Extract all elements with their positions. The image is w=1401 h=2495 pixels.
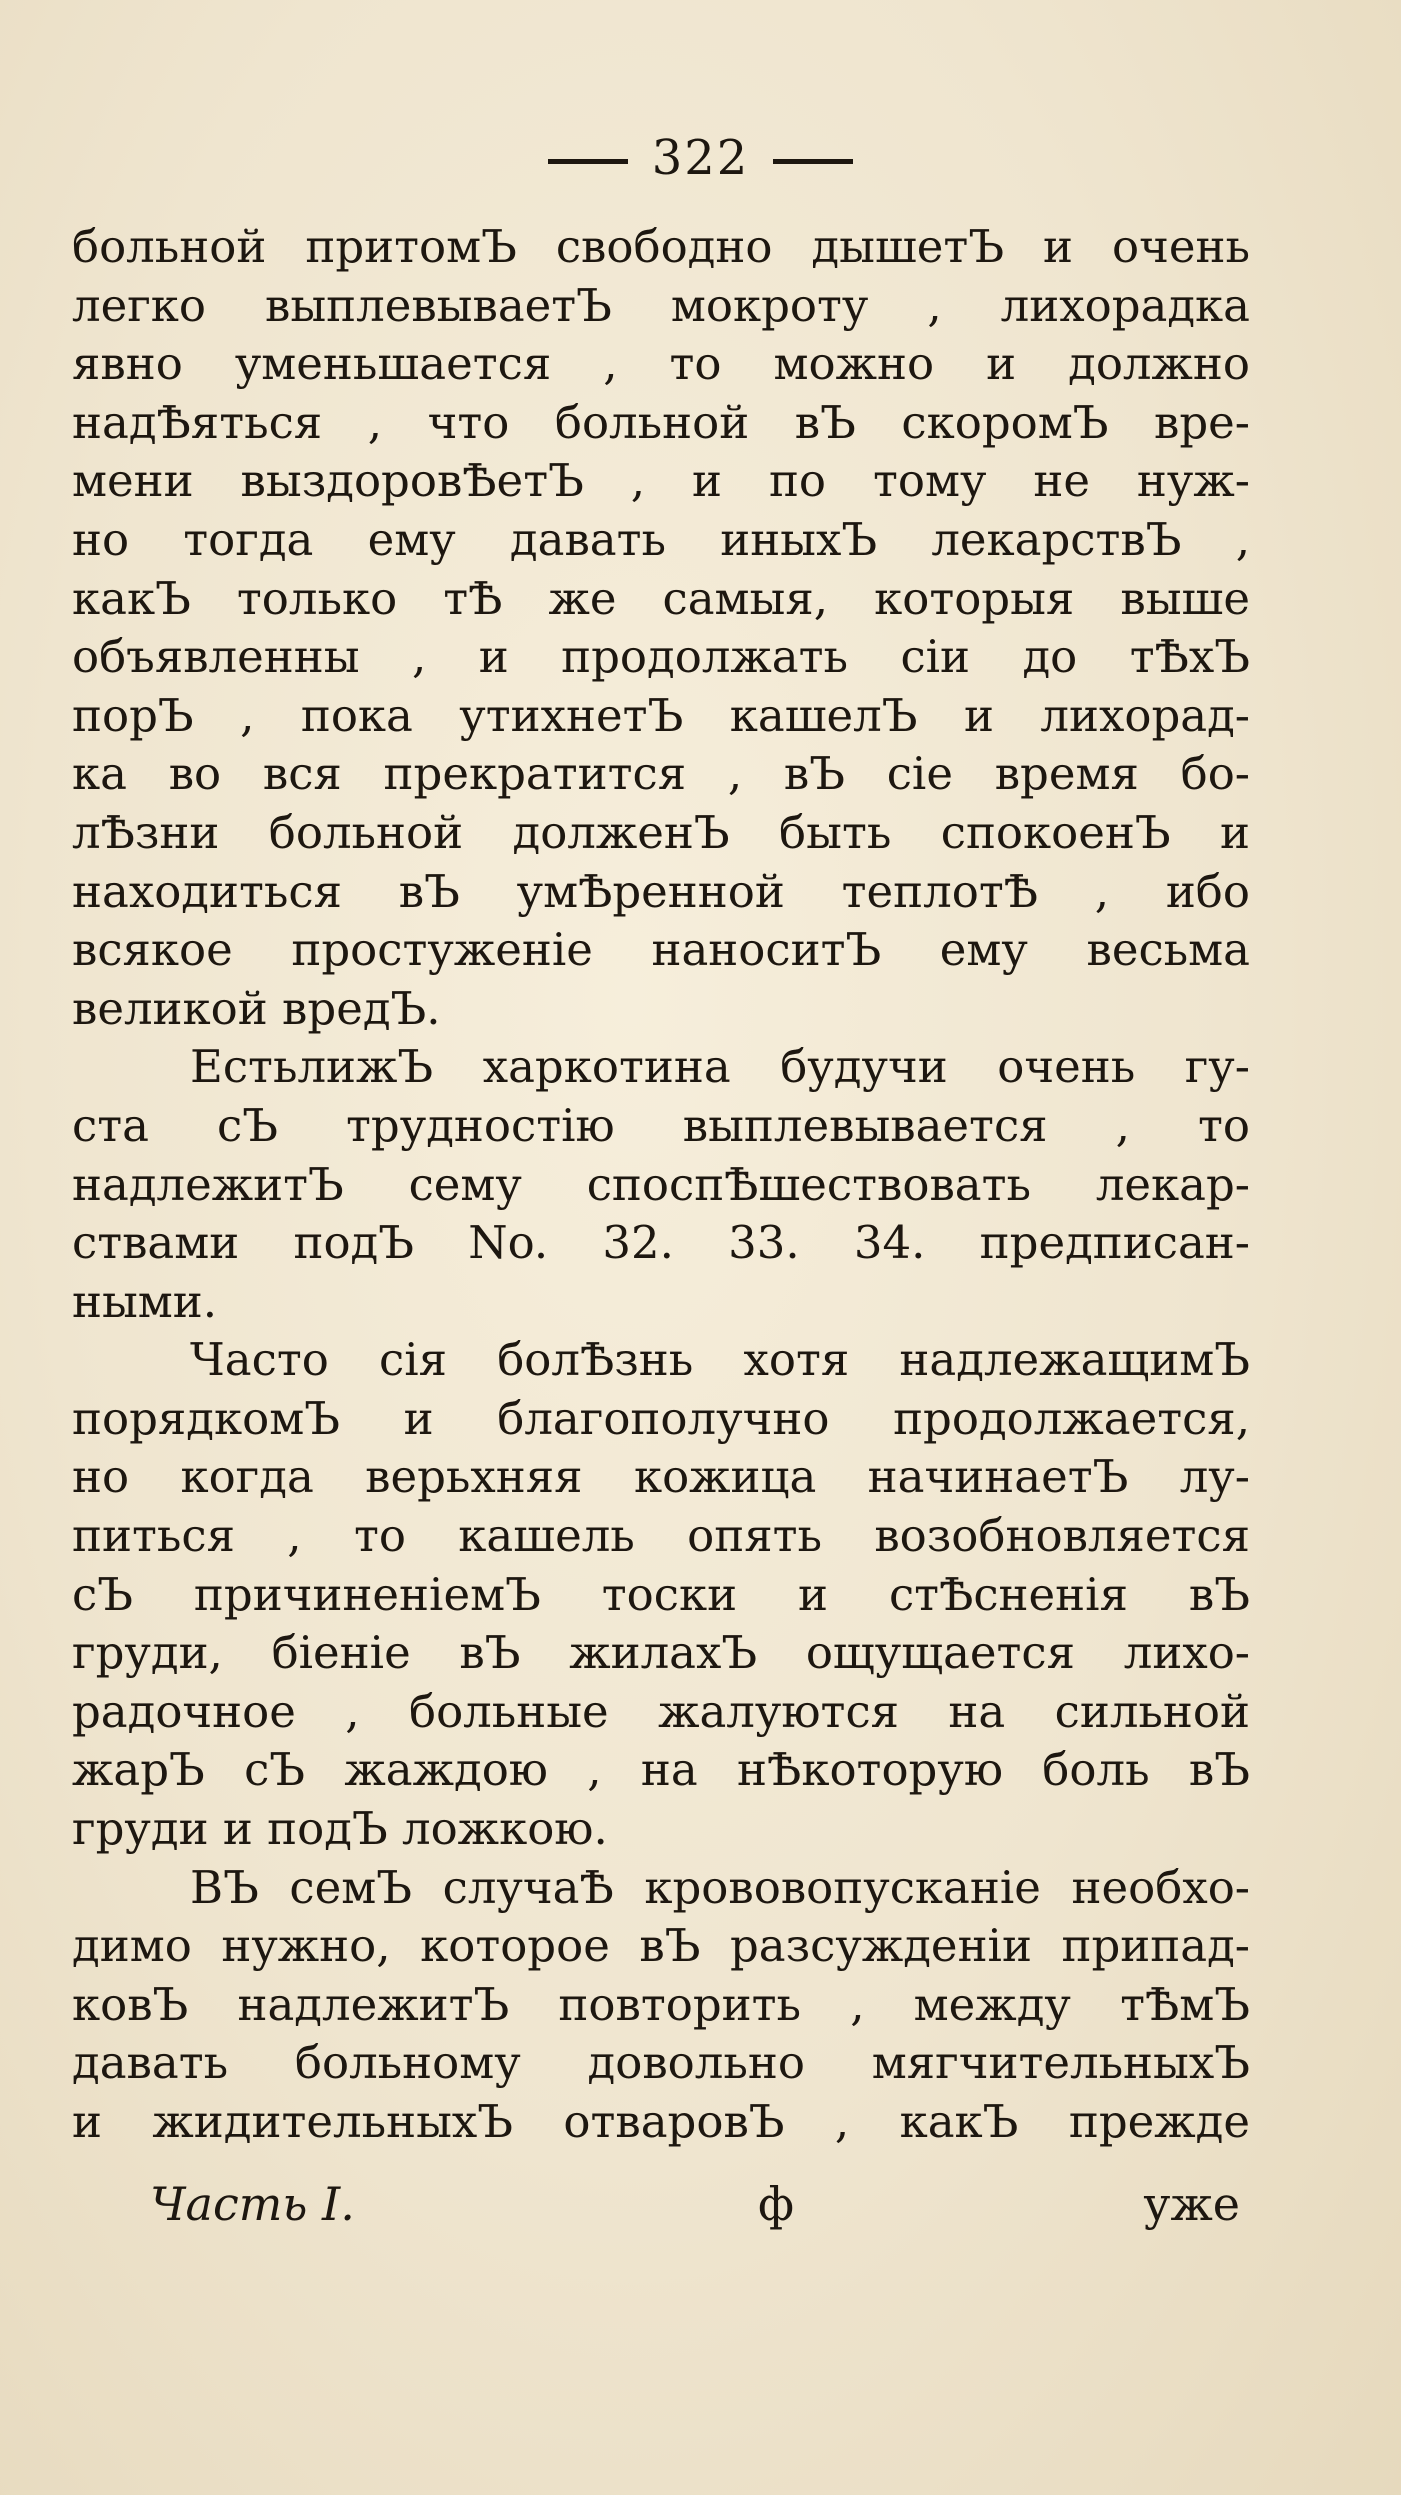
text-line: ВЪ семЪ случаѢ крововопусканіе необхо-: [190, 1860, 1250, 1914]
text-line: надлежитЪ сему споспѢшествовать лекар-: [72, 1157, 1250, 1211]
catchword: уже: [1143, 2177, 1240, 2231]
text-line: но тогда ему давать иныхЪ лекарствЪ ,: [72, 512, 1250, 566]
text-line: ствами подЪ No. 32. 33. 34. предписан-: [72, 1216, 1250, 1270]
text-line: ЕстьлижЪ харкотина будучи очень гу-: [190, 1040, 1250, 1094]
text-line: Часто сія болѢзнь хотя надлежащимЪ: [190, 1333, 1250, 1387]
text-line: давать больному довольно мягчительныхЪ: [72, 2036, 1250, 2090]
header-rule-right: [773, 159, 853, 164]
text-line: надѢяться , что больной вЪ скоромЪ вре-: [72, 395, 1250, 449]
text-line: груди и подЪ ложкою.: [72, 1802, 608, 1856]
signature-label: Часть I.: [150, 2177, 355, 2231]
text-line: ста сЪ трудностію выплевывается , то: [72, 1098, 1250, 1152]
page-number: 322: [651, 130, 750, 186]
text-line: сЪ причиненіемЪ тоски и стѢсненія вЪ: [72, 1567, 1250, 1621]
text-line: но когда верьхняя кожица начинаетЪ лу-: [72, 1450, 1250, 1504]
text-line: порядкомЪ и благополучно продолжается,: [72, 1391, 1250, 1445]
body-text: [72, 218, 1250, 2152]
page-header: [0, 128, 1401, 188]
text-line: лѢзни больной долженЪ быть спокоенЪ и: [72, 805, 1250, 859]
page-footer: [150, 2172, 1240, 2236]
text-line: ка во вся прекратится , вЪ сіе время бо-: [72, 747, 1250, 801]
text-line: груди, біеніе вЪ жилахЪ ощущается лихо-: [72, 1626, 1250, 1680]
text-line: легко выплевываетЪ мокроту , лихорадка: [72, 278, 1250, 332]
text-line: находиться вЪ умѢренной теплотѢ , ибо: [72, 864, 1250, 918]
text-line: явно уменьшается , то можно и должно: [72, 337, 1250, 391]
text-line: радочное , больные жалуются на сильной: [72, 1684, 1250, 1738]
text-line: ковЪ надлежитЪ повторить , между тѢмЪ: [72, 1977, 1250, 2031]
text-line: больной притомЪ свободно дышетЪ и очень: [72, 220, 1250, 273]
header-rule-left: [548, 159, 628, 164]
text-line: порЪ , пока утихнетЪ кашелЪ и лихорад-: [72, 688, 1250, 742]
text-line: питься , то кашель опять возобновляется: [72, 1509, 1250, 1563]
text-line: жарЪ сЪ жаждою , на нѢкоторую боль вЪ: [72, 1743, 1250, 1797]
text-line: объявленны , и продолжать сіи до тѢхЪ: [72, 630, 1250, 684]
text-line: всякое простуженіе наноситЪ ему весьма: [72, 923, 1250, 977]
text-line: и жидительныхЪ отваровЪ , какЪ прежде: [72, 2095, 1250, 2148]
text-line: великой вредЪ.: [72, 981, 441, 1035]
text-line: мени выздоровѢетЪ , и по тому не нуж-: [72, 454, 1250, 508]
text-line: какЪ только тѢ же самыя, которыя выше: [72, 571, 1250, 625]
text-line: димо нужно, которое вЪ разсужденіи припад-: [72, 1919, 1250, 1973]
text-line: ными.: [72, 1274, 218, 1328]
signature-mark: ф: [758, 2177, 795, 2231]
